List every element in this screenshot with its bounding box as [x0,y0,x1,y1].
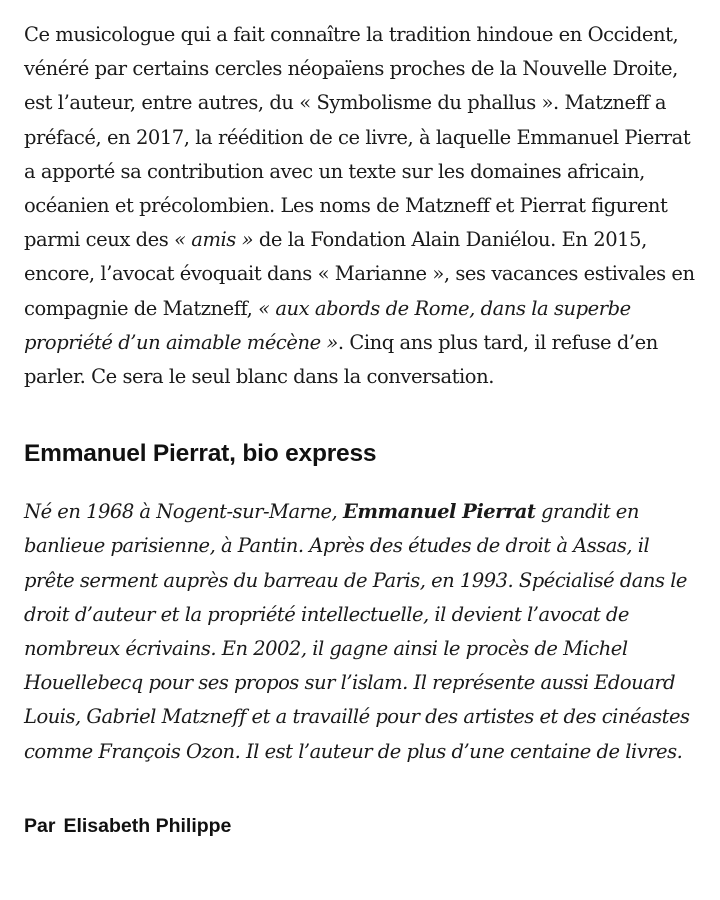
bio-name: Emmanuel Pierrat [342,500,536,524]
article-paragraph [24,18,700,394]
paragraph-text-3: . Cinq ans plus tard, il refuse d’en parler. Ce sera le seul blanc dans la conversation. [24,330,658,389]
paragraph-text-1: Ce musicologue qui a fait connaître la tradition hindoue en Occident, vénéré par certains cercles néopaïens proches de la Nouvelle Droite, est l’auteur, entre autres, du « Symbolisme du phallus ». Matzneff a préfacé, en 2017, la réédition de ce livre, à laquelle Emmanuel Pierrat a apporté sa contribution avec un texte sur les domaines africain, océanien et précolombien. Les noms de Matzneff et Pierrat figurent parmi ceux des [24,23,691,252]
bio-paragraph [24,495,700,769]
byline [24,812,700,840]
article-body [24,18,700,840]
quote-rome: « aux abords de Rome, dans la superbe propriété d’un aimable mécène » [24,296,631,354]
bio-text-2: grandit en banlieue parisienne, à Pantin. Après des études de droit à Assas, il prête serment auprès du barreau de Paris, en 1993. Spécialisé dans le droit d’auteur et la propriété intellectuelle, il devient l’avocat de nombreux écrivains. En 2002, il gagne ainsi le procès de Michel Houellebecq pour ses propos sur l’islam. Il représente aussi Edouard Louis, Gabriel Matzneff et a travaillé pour des artistes et des cinéastes comme François Ozon. Il est l’auteur de plus d’une centaine de livres. [24,500,690,763]
bio-heading: Emmanuel Pierrat, bio express [24,440,377,468]
bio-text-1: Né en 1968 à Nogent-sur-Marne, [24,500,343,524]
byline-author[interactable]: Elisabeth Philippe [63,814,232,837]
byline-prefix: Par [24,814,56,837]
quote-amis: « amis » [174,228,254,252]
paragraph-text-2: de la Fondation Alain Daniélou. En 2015, encore, l’avocat évoquait dans « Marianne », ses vacances estivales en compagnie de Matzneff, [24,228,695,320]
